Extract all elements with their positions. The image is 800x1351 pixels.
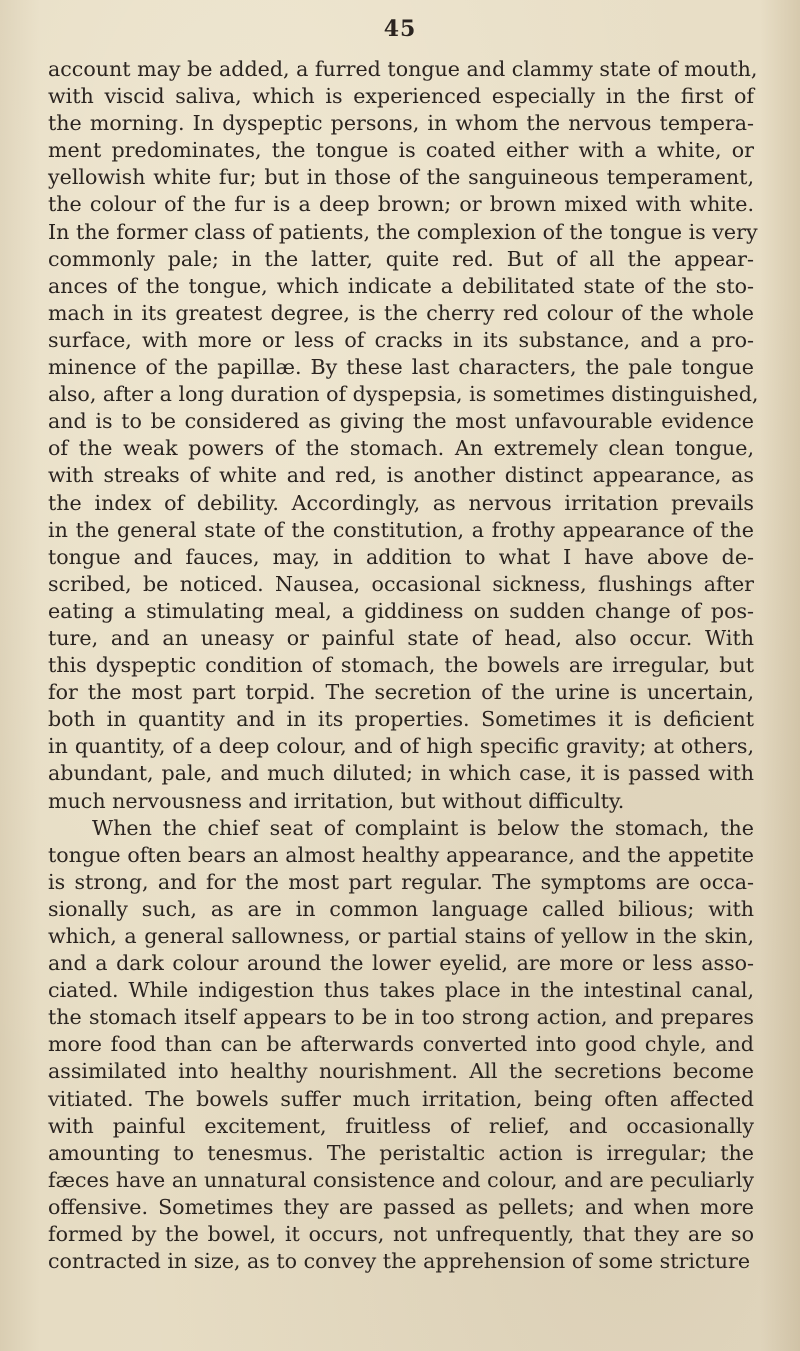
text-line: this dyspeptic condition of stomach, the bowels are irregular, but	[48, 653, 754, 678]
text-line: with viscid saliva, which is experienced especially in the first of	[48, 84, 754, 109]
text-line: fæces have an unnatural consistence and colour, and are peculiarly	[48, 1167, 754, 1192]
text-line: tongue often bears an almost healthy appearance, and the appetite	[48, 842, 754, 867]
paragraph-start-line: When the chief seat of complaint is below the stomach, the	[92, 815, 754, 840]
text-line: offensive. Sometimes they are passed as pellets; and when more	[48, 1194, 754, 1219]
text-line: abundant, pale, and much diluted; in which case, it is passed with	[48, 761, 754, 786]
text-line: tongue and fauces, may, in addition to what I have above de-	[48, 544, 754, 569]
text-line: and is to be considered as giving the most unfavourable evidence	[48, 409, 754, 434]
text-line: yellowish white fur; but in those of the sanguineous temperament,	[48, 165, 754, 190]
text-line: commonly pale; in the latter, quite red. But of all the appear-	[48, 246, 754, 271]
text-line: mach in its greatest degree, is the cherry red colour of the whole	[48, 300, 754, 325]
text-line: the colour of the fur is a deep brown; or brown mixed with white.	[48, 192, 754, 217]
page-number: 45	[383, 16, 417, 42]
text-line: scribed, be noticed. Nausea, occasional sickness, flushings after	[48, 571, 754, 596]
text-line: in the general state of the constitution, a frothy appearance of the	[48, 517, 754, 542]
text-line: with painful excitement, fruitless of relief, and occasionally	[48, 1113, 754, 1138]
text-line: In the former class of patients, the complexion of the tongue is very	[48, 219, 758, 244]
text-line: in quantity, of a deep colour, and of high specific gravity; at others,	[48, 734, 754, 759]
text-line: with streaks of white and red, is another distinct appearance, as	[48, 463, 754, 488]
text-line: ment predominates, the tongue is coated either with a white, or	[48, 138, 754, 163]
text-line: of the weak powers of the stomach. An extremely clean tongue,	[48, 436, 754, 461]
text-line: sionally such, as are in common language called bilious; with	[48, 896, 754, 921]
text-line: ture, and an uneasy or painful state of head, also occur. With	[48, 625, 754, 650]
paragraph-end-line: much nervousness and irritation, but without difficulty.	[48, 788, 625, 813]
text-line: the index of debility. Accordingly, as nervous irritation prevails	[48, 490, 754, 515]
text-line: ances of the tongue, which indicate a debilitated state of the sto-	[48, 273, 754, 298]
text-line: eating a stimulating meal, a giddiness on sudden change of pos-	[48, 598, 754, 623]
text-line: the morning. In dyspeptic persons, in whom the nervous tempera-	[48, 111, 754, 136]
text-line: vitiated. The bowels suffer much irritation, being often affected	[48, 1086, 754, 1111]
text-line: account may be added, a furred tongue and clammy state of mouth,	[48, 57, 758, 81]
text-line: and a dark colour around the lower eyelid, are more or less asso-	[48, 951, 754, 976]
text-line: surface, with more or less of cracks in its substance, and a pro-	[48, 327, 754, 352]
text-line: which, a general sallowness, or partial stains of yellow in the skin,	[48, 924, 754, 948]
text-line: is strong, and for the most part regular. The symptoms are occa-	[48, 869, 754, 894]
text-line: also, after a long duration of dyspepsia, is sometimes distinguished,	[48, 382, 759, 407]
text-line: for the most part torpid. The secretion of the urine is uncertain,	[48, 680, 754, 705]
text-line: formed by the bowel, it occurs, not unfrequently, that they are so	[48, 1222, 754, 1247]
text-line: more food than can be afterwards converted into good chyle, and	[48, 1032, 754, 1057]
text-line: minence of the papillæ. By these last characters, the pale tongue	[48, 355, 754, 380]
text-line: assimilated into healthy nourishment. All the secretions become	[48, 1059, 754, 1084]
text-line: contracted in size, as to convey the apprehension of some stricture	[48, 1249, 751, 1274]
text-line: amounting to tenesmus. The peristaltic action is irregular; the	[48, 1140, 754, 1165]
text-line: both in quantity and in its properties. Sometimes it is deficient	[48, 707, 754, 732]
body-text	[48, 56, 759, 1275]
text-line: ciated. While indigestion thus takes place in the intestinal canal,	[48, 978, 754, 1003]
text-line: the stomach itself appears to be in too strong action, and prepares	[48, 1005, 754, 1030]
